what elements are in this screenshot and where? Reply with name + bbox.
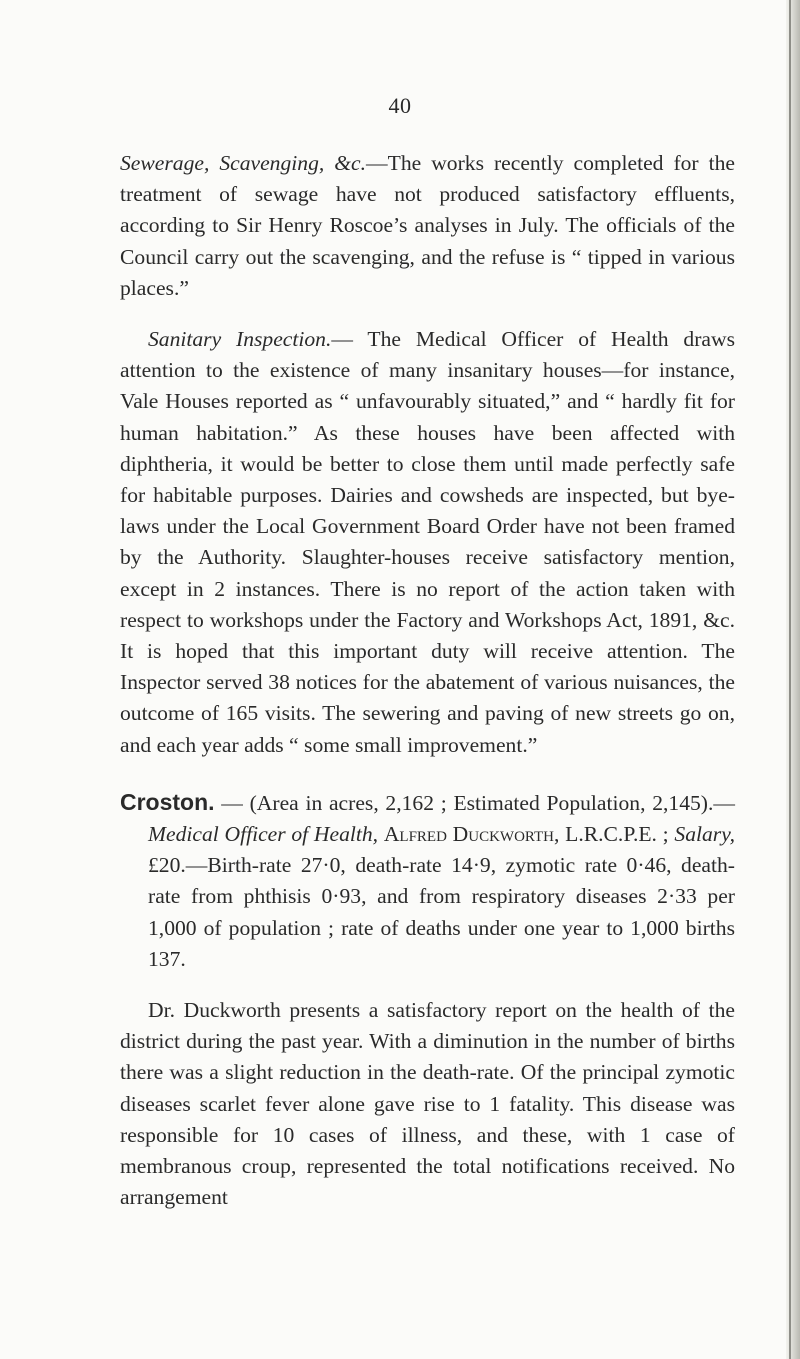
sewerage-paragraph [120, 148, 735, 304]
croston-text-1: — (Area in acres, 2,162 ; Estimated Population, 2,145).— [214, 790, 735, 815]
page-number: 40 [388, 93, 412, 118]
sewerage-text: —The works recently completed for the treatment of sewage have not produced satisfactory effluents, according to Sir Henry Roscoe’s analyses in July. The officials of the Council carry out the scavenging, and the refuse is “ tipped in various places.” [120, 151, 735, 300]
croston-text-3: £20.—Birth-rate 27·0, death-rate 14·9, zymotic rate 0·46, death-rate from phthisis 0·93, and from respiratory diseases 2·33 per 1,000 of population ; rate of deaths under one year to 1,000 births 137. [148, 853, 735, 971]
binding-line [789, 0, 791, 1359]
sewerage-heading: Sewerage, Scavenging, &c. [120, 151, 367, 175]
salary-label: Salary, [674, 822, 735, 847]
page-body [120, 148, 735, 1214]
croston-text-2: L.R.C.P.E. ; [559, 822, 675, 847]
sanitary-text: — The Medical Officer of Health draws attention to the existence of many insanitary houses—for instance, Vale Houses reported as “ unfavourably situated,” and “ hardly fit for human habitation.” As these houses have been affected with diphtheria, it would be better to close them until made perfectly safe for habitable purposes. Dairies and cowsheds are inspected, but bye-laws under the Local Government Board Order have not been framed by the Authority. Slaughter-houses receive satisfactory mention, except in 2 instances. There is no report of the action taken with respect to workshops under the Factory and Workshops Act, 1891, &c. It is hoped that this important duty will receive attention. The Inspector served 38 notices for the abatement of various nuisances, the outcome of 165 visits. The sewering and paving of new streets go on, and each year adds “ some small improvement.” [120, 327, 736, 757]
medical-officer-label: Medical Officer of Health, [148, 822, 379, 847]
sanitary-heading: Sanitary Inspection. [148, 327, 332, 352]
croston-name: Croston. [120, 788, 215, 815]
sanitary-paragraph [120, 324, 735, 761]
officer-name: Alfred Duckworth, [383, 822, 560, 847]
duckworth-report-paragraph: Dr. Duckworth presents a satisfactory report on the health of the district during the past year. With a diminution in the number of births there was a slight reduction in the death-rate. Of the principal zymotic diseases scarlet fever alone gave rise to 1 fatality. This disease was responsible for 10 cases of illness, and these, with 1 case of membranous croup, represented the total notifications received. No arrangement [120, 998, 735, 1210]
croston-entry [120, 787, 735, 975]
